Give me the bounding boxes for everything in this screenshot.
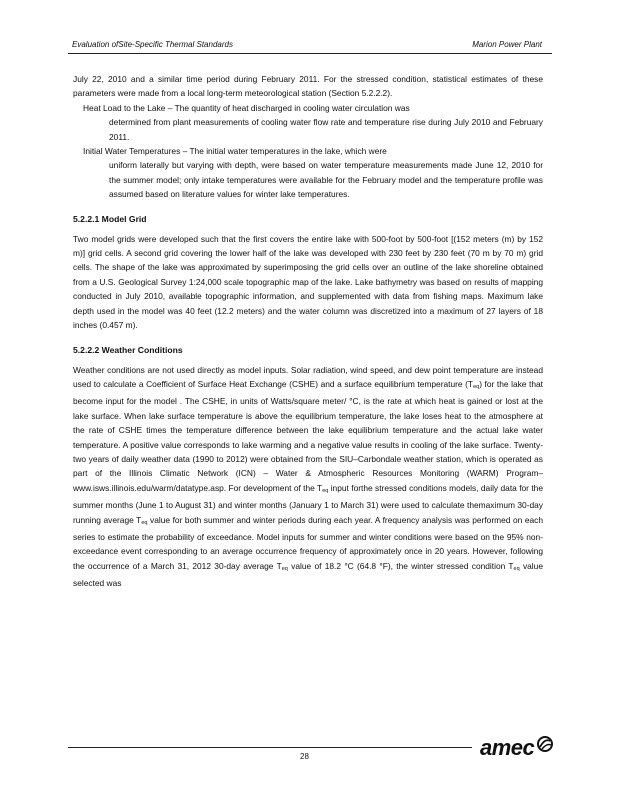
document-body bbox=[73, 72, 543, 591]
bullet-heat-load-first-line: Heat Load to the Lake – The quantity of heat discharged in cooling water circulation was bbox=[83, 102, 410, 113]
section-heading-weather-conditions: 5.2.2.2 Weather Conditions bbox=[73, 344, 183, 355]
subscript-eq: eq bbox=[513, 565, 520, 572]
subscript-eq: eq bbox=[281, 565, 288, 572]
header-document-title: Evaluation ofSite-Specific Thermal Standards bbox=[72, 40, 233, 49]
page-number: 28 bbox=[300, 752, 309, 761]
header-divider bbox=[68, 53, 552, 54]
page-header bbox=[68, 40, 552, 54]
subscript-eq: eq bbox=[322, 487, 329, 494]
footer-divider bbox=[68, 747, 472, 748]
header-project-name: Marion Power Plant bbox=[472, 40, 542, 49]
logo-globe-icon bbox=[536, 735, 554, 753]
bullet-initial-temperatures-text: uniform laterally but varying with depth, were based on water temperature measurements made June 12, 2010 for the summer model; only intake temperatures were available for the February model and the temperature profile was assumed based on literature values for winter lake temperatures. bbox=[109, 160, 543, 200]
amec-logo bbox=[480, 735, 560, 765]
continued-paragraph: July 22, 2010 and a similar time period during February 2011. For the stressed condition, statistical estimates of these parameters were made from a local long-term meteorological station (Section 5.2.2.2). bbox=[73, 74, 543, 99]
section-heading-model-grid: 5.2.2.1 Model Grid bbox=[73, 213, 147, 224]
bullet-initial-temperatures bbox=[73, 144, 543, 202]
subscript-eq: eq bbox=[141, 519, 148, 526]
subscript-eq: eq bbox=[473, 383, 480, 390]
paragraph-model-grid: Two model grids were developed such that the first covers the entire lake with 500-foot by 500-foot [(152 meters (m) by 152 m)] grid cells. A second grid covering the lower half of the lake was developed with 230 feet by 230 feet (70 m by 70 m) grid cells. The shape of the lake was approximated by superimposing the grid cells over an outline of the lake shoreline obtained from a U.S. Geological Survey 1:24,000 scale topographic map of the lake. Lake bathymetry was based on results of mapping conducted in July 2010, available topographic information, and supplemented with data from fishing maps. Maximum lake depth used in the model was 40 feet (12.2 meters) and the water column was discretized into a maximum of 27 layers of 18 inches (0.457 m). bbox=[73, 233, 543, 331]
bullet-mark bbox=[73, 144, 83, 202]
bullet-mark bbox=[73, 101, 83, 144]
bullet-initial-temperatures-first-line: Initial Water Temperatures – The initial water temperatures in the lake, which were bbox=[83, 146, 387, 157]
logo-wordmark: amec bbox=[480, 735, 535, 760]
paragraph-weather-conditions: Weather conditions are not used directly as model inputs. Solar radiation, wind speed, and dew point temperature are instead used to calculate a Coefficient of Surface Heat Exchange (CSHE) and a surface equilibrium temperature (Teq) for the lake that become input for the model . The CSHE, in units of Watts/square meter/ °C, is the rate at which heat is gained or lost at the lake surface. When lake surface temperature is above the equilibrium temperature, the lake loses heat to the atmosphere at the rate of CSHE times the temperature difference between the lake equilibrium temperature and the actual lake water temperature. A positive value corresponds to lake warming and a negative value results in cooling of the lake surface. Twenty-two years of daily weather data (1990 to 2012) were obtained from the SIU–Carbondale weather station, which is operated as part of the Illinois Climatic Network (ICN) – Water & Atmospheric Resources Monitoring (WARM) Program–www.isws.illinois.edu/warm/datatype.asp. For development of the Teq input forthe stressed conditions models, daily data for the summer months (June 1 to August 31) and winter months (January 1 to March 31) were used to calculate themaximum 30-day running average Teq value for both summer and winter periods during each year. A frequency analysis was performed on each series to estimate the probability of exceedance. Model inputs for summer and winter conditions were based on the 95% non-exceedance event corresponding to an average occurrence frequency of approximately once in 20 years. However, following the occurrence of a March 31, 2012 30-day average Teq value of 18.2 °C (64.8 °F), the winter stressed condition Teq value selected was bbox=[73, 364, 544, 589]
bullet-heat-load-text: determined from plant measurements of cooling water flow rate and temperature rise during July 2010 and February 2011. bbox=[109, 117, 543, 142]
bullet-heat-load bbox=[73, 101, 543, 144]
